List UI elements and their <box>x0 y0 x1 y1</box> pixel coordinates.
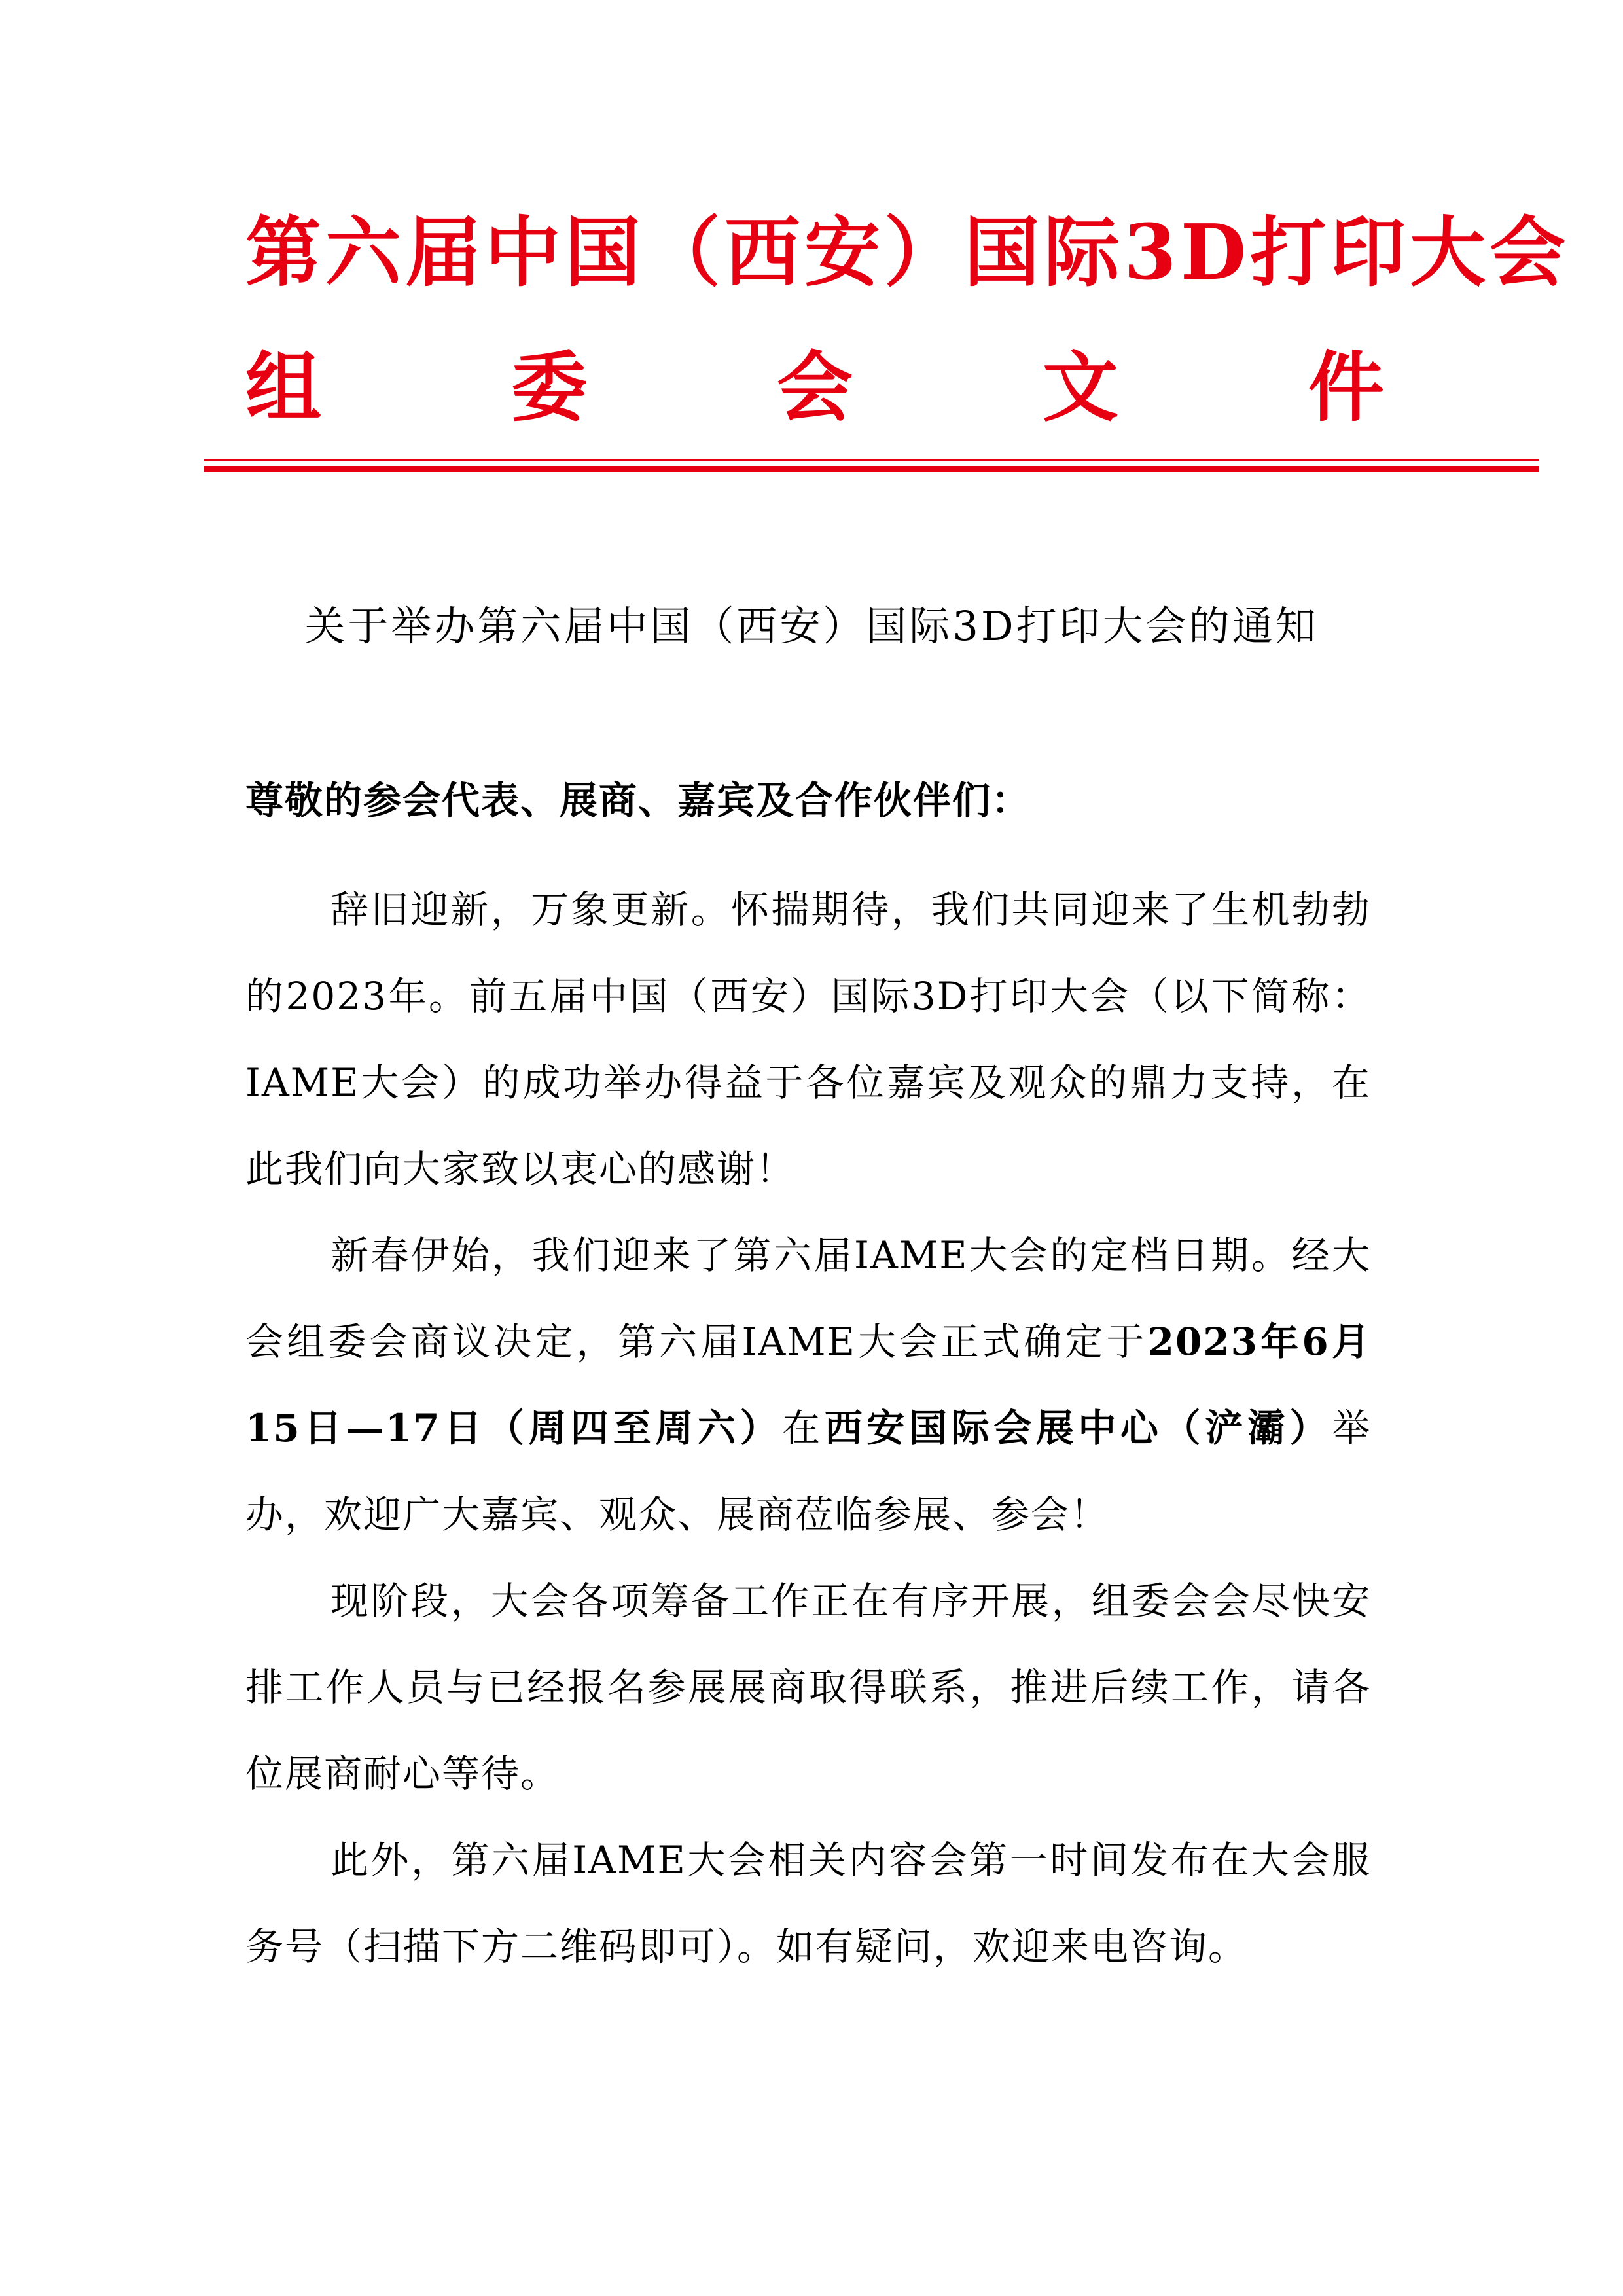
paragraph-2-text: 新春伊始，我们迎来了第六届IAME大会的定档日期。经大会组委会商议决定，第六届IAME大会正式确定于 <box>245 1233 1371 1364</box>
document-header-subtitle <box>245 339 1384 436</box>
notice-title: 关于举办第六届中国（西安）国际3D打印大会的通知 <box>304 602 1319 650</box>
paragraph-2-text: 在 <box>782 1406 825 1450</box>
header-subtitle-char: 委 <box>511 343 587 432</box>
header-subtitle-char: 会 <box>777 343 853 432</box>
document-header-title: 第六届中国（西安）国际3D打印大会 <box>245 208 1570 297</box>
paragraph-3: 现阶段，大会各项筹备工作正在有序开展，组委会会尽快安排工作人员与已经报名参展展商取得联系，推进后续工作，请各位展商耐心等待。 <box>245 1579 1371 1796</box>
salutation: 尊敬的参会代表、展商、嘉宾及合作伙伴们： <box>245 778 1031 823</box>
event-date: 2023年6月15日—17日（周四至周六） <box>245 1319 1371 1450</box>
paragraph-2-text: 举办，欢迎广大嘉宾、观众、展商莅临参展、参会！ <box>245 1406 1371 1537</box>
header-rule-thin <box>204 459 1539 461</box>
header-subtitle-char: 文 <box>1043 343 1118 432</box>
event-venue: 西安国际会展中心（浐灞） <box>824 1406 1332 1450</box>
header-rule-thick <box>204 466 1539 472</box>
paragraph-1: 辞旧迎新，万象更新。怀揣期待，我们共同迎来了生机勃勃的2023年。前五届中国（西安）国际3D打印大会（以下简称：IAME大会）的成功举办得益于各位嘉宾及观众的鼎力支持，在此我们向大家致以衷心的感谢！ <box>245 888 1371 1191</box>
paragraph-4: 此外，第六届IAME大会相关内容会第一时间发布在大会服务号（扫描下方二维码即可）。如有疑问，欢迎来电咨询。 <box>245 1838 1371 1969</box>
paragraph-2 <box>245 1212 1371 1558</box>
header-subtitle-char: 件 <box>1308 343 1384 432</box>
header-subtitle-char: 组 <box>245 343 321 432</box>
